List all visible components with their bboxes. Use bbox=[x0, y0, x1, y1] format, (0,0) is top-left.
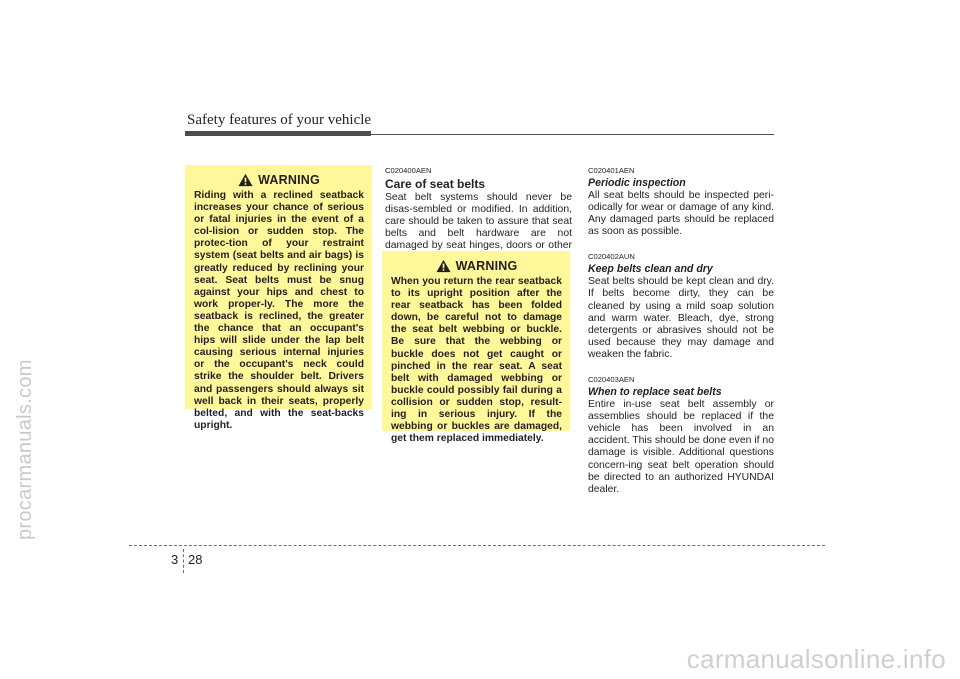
section-code: C020403AEN bbox=[588, 375, 635, 385]
warning-header bbox=[391, 259, 562, 273]
warning-box-reclined-seatback bbox=[185, 165, 372, 431]
warning-box-rear-seatback bbox=[382, 251, 570, 445]
page-number: 28 bbox=[188, 552, 203, 567]
watermark-side: procarmanuals.com bbox=[14, 359, 36, 540]
section-paragraph: Seat belts should be kept clean and dry. If belts become dirty, they can be cleaned by using a mild soap solution and warm water. Bleach, dye, strong detergents or abrasives should not be used because they may damage and weaken the fabric. bbox=[588, 276, 774, 360]
section-title: Keep belts clean and dry bbox=[588, 263, 713, 276]
warning-triangle-icon bbox=[436, 259, 451, 273]
section-keep-belts-clean bbox=[588, 252, 774, 361]
section-periodic-inspection bbox=[588, 166, 774, 238]
footer-separator bbox=[183, 549, 184, 573]
warning-label: WARNING bbox=[258, 173, 320, 187]
page-header-title: Safety features of your vehicle bbox=[187, 112, 372, 128]
section-title: Care of seat belts bbox=[385, 177, 486, 191]
footer-rule bbox=[129, 545, 825, 546]
warning-text: Riding with a reclined seatback increases your chance of serious or fatal injuries in the event of a col-lision or sudden stop. The protec-tion of your restraint system (seat belts and air bags) is greatly reduced by reclining your seat. Seat belts must be snug against your hips and chest to work proper-ly. The more the seatback is reclined, the greater the chance that an occupant's hips will slide under the lap belt causing serious internal injuries or the occupant's neck could strike the shoulder belt. Drivers and passengers should always sit well back in their seats, properly belted, and with the seat-backs upright. bbox=[194, 190, 364, 431]
section-title: Periodic inspection bbox=[588, 177, 686, 189]
section-code: C020402AUN bbox=[588, 252, 635, 262]
warning-label: WARNING bbox=[455, 259, 518, 273]
column-seat-belt-maintenance bbox=[588, 166, 774, 496]
section-paragraph: Seat belt systems should never be disas-sembled or modified. In addition, care should be taken to assure that seat belts and belt hardware are not damaged by seat hinges, doors or other bbox=[385, 192, 572, 252]
header-accent-bar bbox=[185, 131, 371, 136]
watermark-bottom: carmanualsonline.info bbox=[686, 644, 946, 674]
warning-triangle-icon bbox=[238, 173, 253, 187]
section-paragraph: All seat belts should be inspected peri-odically for wear or damage of any kind. Any damaged parts should be replaced as soon as possible. bbox=[588, 190, 774, 238]
section-code: C020400AEN bbox=[385, 166, 432, 175]
section-paragraph: Entire in-use seat belt assembly or assemblies should be replaced if the vehicle has been involved in an accident. This should be done even if no damage is visible. Additional questions concern-ing seat belt operation should be directed to an authorized HYUNDAI dealer. bbox=[588, 399, 774, 495]
section-code: C020401AEN bbox=[588, 166, 635, 175]
column-care-of-seat-belts bbox=[385, 166, 572, 265]
warning-text: When you return the rear seatback to its upright position after the rear seatback has been folded down, be careful not to damage the seat belt webbing or buckle. Be sure that the webbing or buckle does not get caught or pinched in the rear seat. A seat belt with damaged webbing or buckle could possibly fail during a collision or sudden stop, result-ing in serious injury. If the webbing or buckles are damaged, get them replaced immediately. bbox=[391, 276, 562, 445]
chapter-number: 3 bbox=[171, 552, 179, 567]
section-title: When to replace seat belts bbox=[588, 386, 722, 399]
section-when-to-replace bbox=[588, 375, 774, 496]
warning-header bbox=[194, 173, 364, 187]
